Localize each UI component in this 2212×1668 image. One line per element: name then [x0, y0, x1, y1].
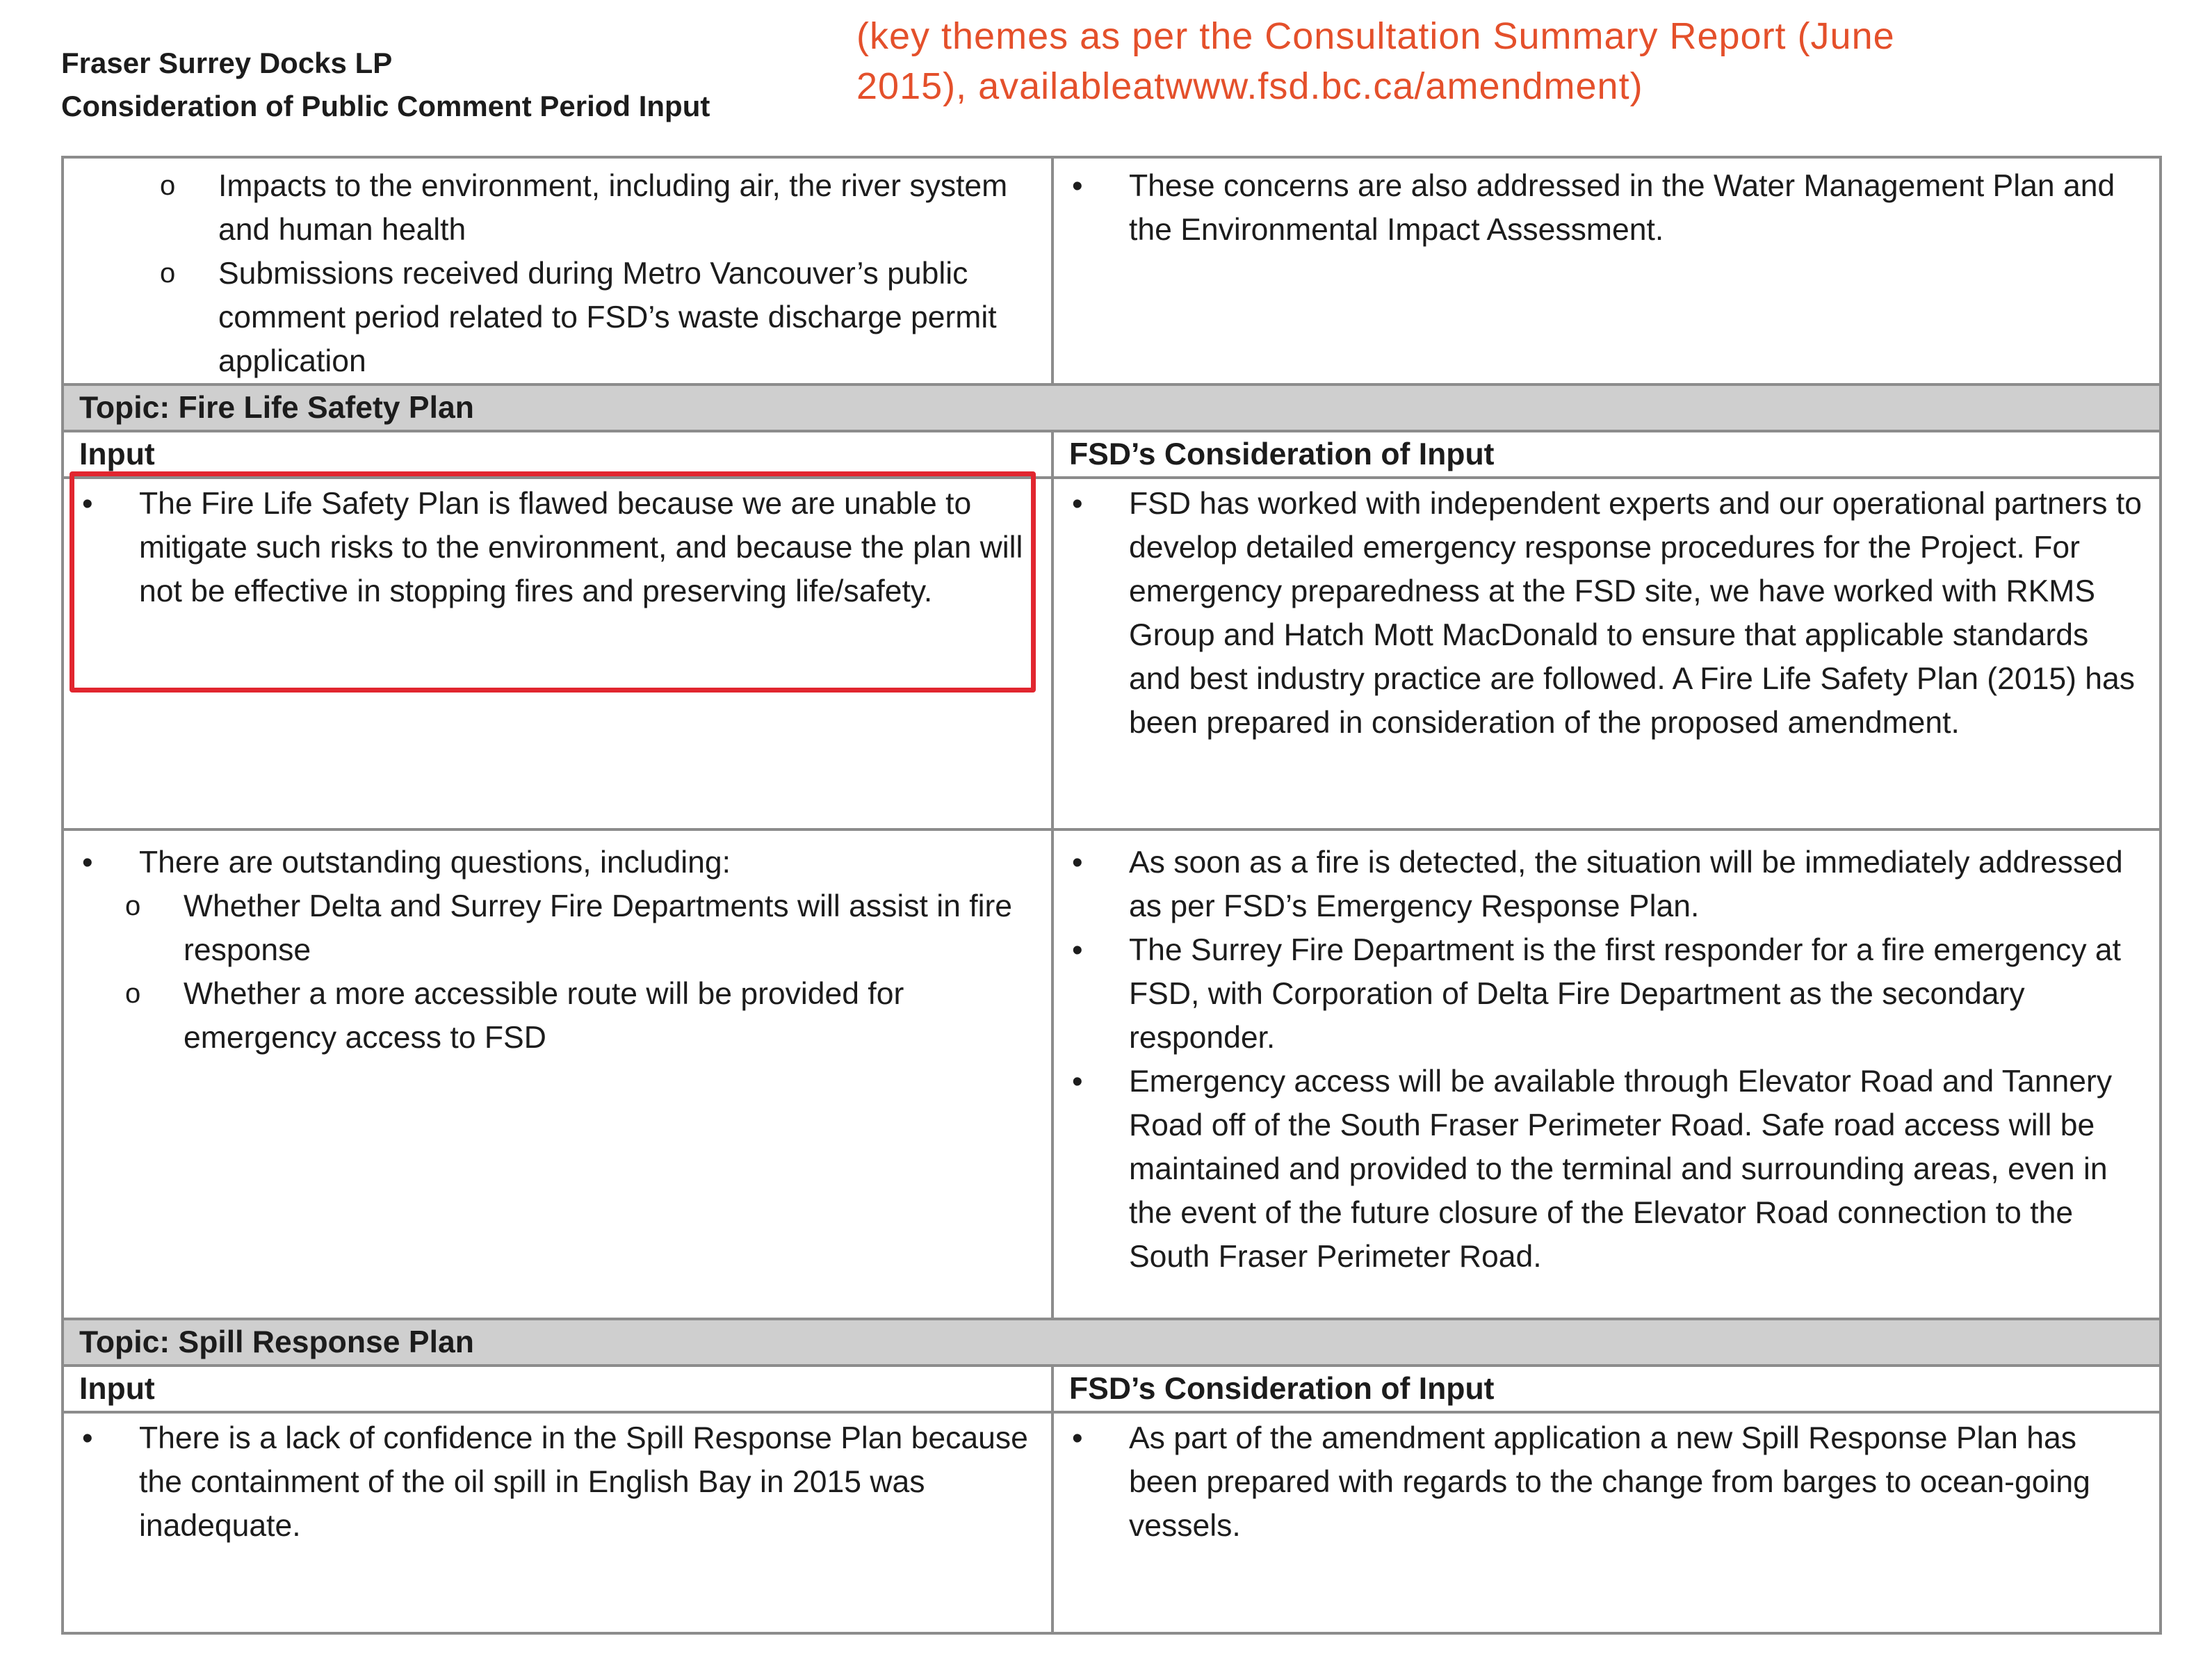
input-sublist	[158, 164, 1037, 383]
red-highlight-box	[70, 471, 1036, 693]
table-row	[63, 829, 2161, 1319]
column-header-input: Input	[63, 1366, 1052, 1412]
input-cell	[63, 829, 1052, 1319]
list-item: o Submissions received during Metro Vancouver’s public comment period related to FSD’s waste discharge permit application	[158, 252, 1037, 383]
list-item: • The Surrey Fire Department is the first responder for a fire emergency at FSD, with Corporation of Delta Fire Department as the secondary responder.	[1054, 928, 2145, 1060]
list-item: o Impacts to the environment, including air, the river system and human health	[158, 164, 1037, 252]
input-cell	[63, 157, 1052, 384]
list-item: • Emergency access will be available through Elevator Road and Tannery Road off of the South Fraser Perimeter Road. Safe road access will be maintained and provided to the terminal and surrounding areas, even in the event of the future closure of the Elevator Road connection to the South Fraser Perimeter Road.	[1054, 1060, 2145, 1279]
response-cell	[1052, 478, 2161, 829]
list-item: • As part of the amendment application a new Spill Response Plan has been prepared with regards to the change from barges to ocean-going vessels.	[1054, 1416, 2145, 1548]
response-list	[1054, 1416, 2145, 1548]
comment-table	[61, 156, 2162, 1635]
annotation-line-2: 2015), availableatwww.fsd.bc.ca/amendment)	[856, 65, 1643, 107]
list-item: • The Fire Life Safety Plan is flawed because we are unable to mitigate such risks to the environment, and because the plan will not be effective in stopping fires and preserving life/safety.	[64, 482, 1037, 613]
response-list	[1054, 164, 2145, 252]
list-item	[64, 841, 1037, 1060]
table-row	[63, 384, 2161, 431]
response-cell	[1052, 1412, 2161, 1633]
response-list	[1054, 482, 2145, 745]
list-item-text: There are outstanding questions, including:	[139, 845, 731, 880]
list-item: • These concerns are also addressed in the Water Management Plan and the Environmental Impact Assessment.	[1054, 164, 2145, 252]
annotation-line-1: (key themes as per the Consultation Summary Report (June	[856, 15, 1895, 57]
table-row	[63, 1319, 2161, 1366]
list-item: o Whether a more accessible route will be provided for emergency access to FSD	[124, 972, 1037, 1060]
document-title: Consideration of Public Comment Period Input	[61, 90, 710, 122]
table-row	[63, 157, 2161, 384]
column-header-response: FSD’s Consideration of Input	[1052, 1366, 2161, 1412]
column-header-response: FSD’s Consideration of Input	[1052, 431, 2161, 478]
table-row	[63, 431, 2161, 478]
input-sublist	[124, 884, 1037, 1060]
input-cell	[63, 1412, 1052, 1633]
input-list	[64, 1416, 1037, 1548]
document-company: Fraser Surrey Docks LP	[61, 47, 393, 79]
response-cell	[1052, 829, 2161, 1319]
list-item: • As soon as a fire is detected, the situation will be immediately addressed as per FSD’s Emergency Response Plan.	[1054, 841, 2145, 928]
response-cell	[1052, 157, 2161, 384]
list-item: • FSD has worked with independent experts and our operational partners to develop detailed emergency response procedures for the Project. For emergency preparedness at the FSD site, we have worked with RKMS Group and Hatch Mott MacDonald to ensure that applicable standards and best industry practice are followed. A Fire Life Safety Plan (2015) has been prepared in consideration of the proposed amendment.	[1054, 482, 2145, 745]
list-item: o Whether Delta and Surrey Fire Departments will assist in fire response	[124, 884, 1037, 972]
input-list	[64, 841, 1037, 1060]
table-row	[63, 1412, 2161, 1633]
list-item: • There is a lack of confidence in the Spill Response Plan because the containment of the oil spill in English Bay in 2015 was inadequate.	[64, 1416, 1037, 1548]
response-list	[1054, 841, 2145, 1279]
table-row	[63, 1366, 2161, 1412]
topic-heading-fire: Topic: Fire Life Safety Plan	[63, 384, 2161, 431]
topic-heading-spill: Topic: Spill Response Plan	[63, 1319, 2161, 1366]
red-annotation	[856, 11, 2177, 111]
column-header-input: Input	[63, 431, 1052, 478]
